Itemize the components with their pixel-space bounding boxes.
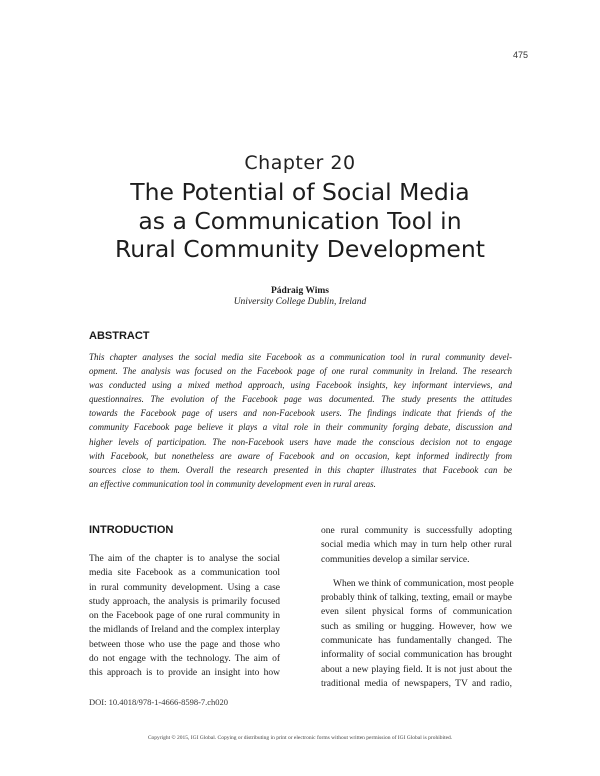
body-line: When we think of communication, most people: [333, 578, 514, 589]
introduction-heading: INTRODUCTION: [89, 524, 174, 536]
abstract-line: community Facebook page believe it plays a vital role in their community forging debate, discussion and: [89, 422, 512, 433]
page-number: 475: [512, 50, 528, 60]
body-line: such as smiling or hugging. However, how we: [321, 621, 512, 632]
introduction-left-column: [89, 552, 280, 681]
copyright-notice: Copyright © 2015, IGI Global. Copying or distributing in print or electronic forms without written permission of IGI Global is prohibited.: [147, 735, 453, 741]
abstract-line: towards the Facebook page of users and non-Facebook users. The findings indicate that friends of the: [89, 408, 512, 419]
chapter-title: [60, 178, 540, 264]
title-line: Rural Community Development: [115, 235, 485, 263]
body-line: communicate has fundamentally changed. The: [321, 636, 512, 647]
title-line: as a Communication Tool in: [138, 206, 462, 235]
body-line: traditional media of newspapers, TV and radio,: [321, 678, 512, 689]
body-line: The aim of the chapter is to analyse the social: [89, 554, 280, 564]
body-line: study approach, the analysis is primarily focused: [89, 596, 280, 607]
body-line: probably think of talking, texting, email or maybe: [321, 593, 512, 604]
body-line: informality of social communication has brought: [321, 650, 512, 661]
body-line: media site Facebook as a communication tool: [89, 568, 280, 579]
body-line: in rural community development. Using a case: [89, 582, 280, 593]
abstract-line: This chapter analyses the social media site Facebook as a communication tool in rural community devel-: [89, 352, 512, 362]
body-line: do not engage with the technology. The aim of: [89, 654, 280, 665]
body-line: this approach is to provide an insight into how: [89, 668, 280, 679]
abstract-line: opment. The analysis was focused on the Facebook page of one rural community in Ireland. The research: [89, 366, 512, 377]
body-line: about a new playing field. It is not just about the: [321, 664, 512, 675]
abstract-body: [89, 350, 512, 491]
body-line: on the Facebook page of one rural community in: [89, 611, 280, 622]
body-line: one rural community is successfully adopting: [321, 526, 512, 536]
abstract-line: an effective communication tool in community development even in rural areas.: [89, 478, 376, 489]
body-line: even silent physical forms of communication: [321, 607, 512, 618]
introduction-right-column: [321, 524, 512, 691]
chapter-label: Chapter 20: [244, 152, 356, 174]
abstract-line: questionnaires. The evolution of the Facebook page was documented. The study presents the attitudes: [89, 394, 512, 405]
author-name: Pádraig Wims: [271, 286, 329, 296]
body-line: the midlands of Ireland and the complex interplay: [89, 625, 280, 636]
abstract-heading: ABSTRACT: [89, 330, 150, 342]
doi: DOI: 10.4018/978-1-4666-8598-7.ch020: [89, 697, 229, 707]
abstract-line: was conducted using a mixed method approach, using Facebook insights, key informant interviews, and: [89, 380, 512, 391]
title-line: The Potential of Social Media: [130, 178, 470, 206]
abstract-line: higher levels of participation. The non-Facebook users have made the conscious decision not to engage: [89, 436, 512, 447]
author-affiliation: University College Dublin, Ireland: [233, 297, 367, 307]
body-line: communities develop a similar service.: [321, 554, 470, 565]
abstract-line: with Facebook, but nonetheless are aware of Facebook and on occasion, kept informed indirectly from: [89, 450, 512, 461]
body-line: social media which may in turn help other rural: [321, 540, 512, 551]
abstract-line: sources close to them. Overall the research presented in this chapter illustrates that Facebook can be: [89, 464, 512, 475]
body-line: between those who use the page and those who: [89, 639, 280, 650]
paragraph-gap: [321, 567, 512, 577]
